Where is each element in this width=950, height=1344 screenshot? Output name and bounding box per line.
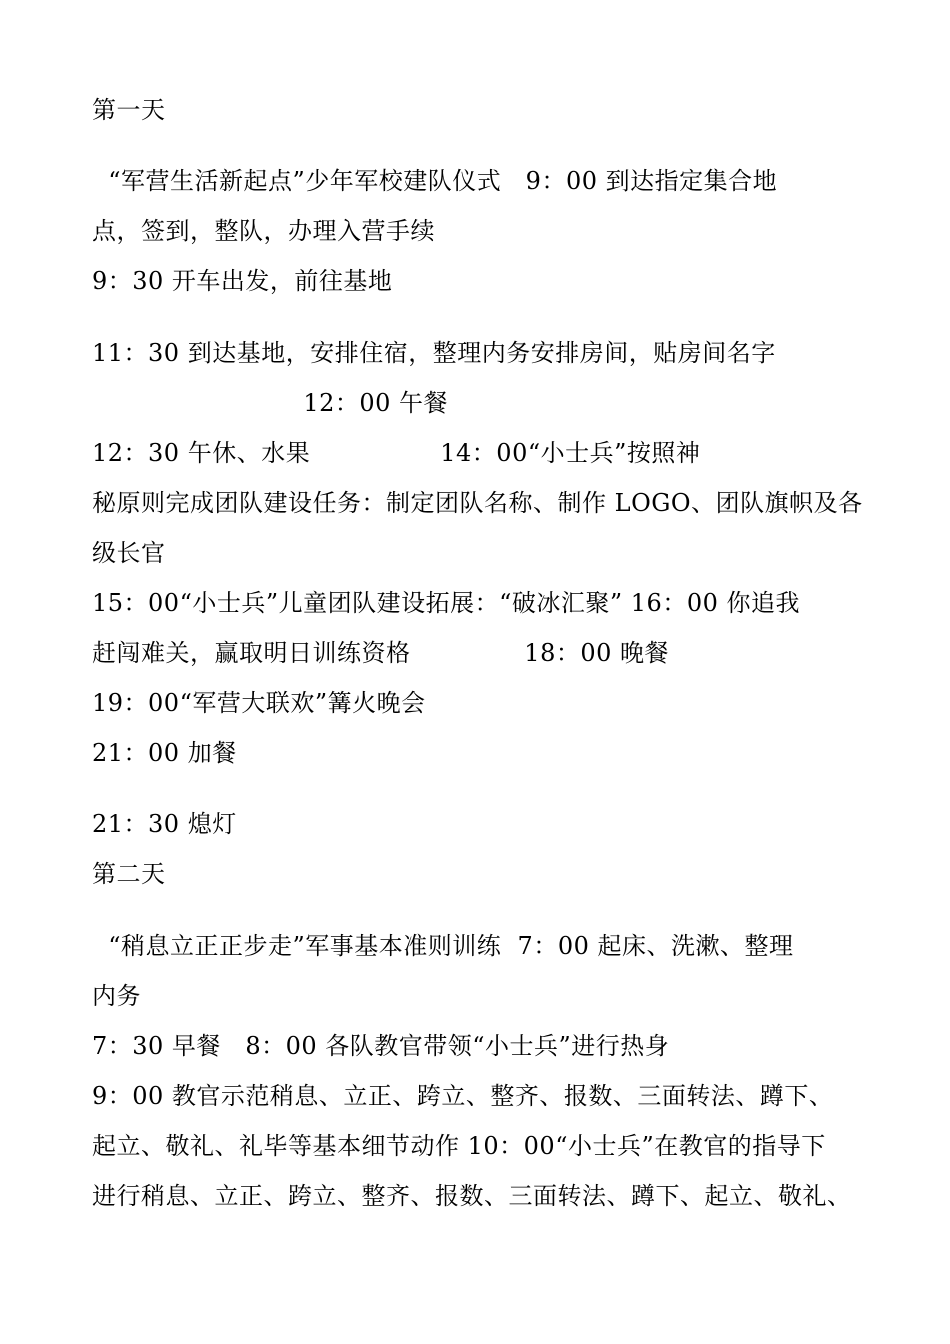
text-line: 点，签到，整队，办理入营手续 [92,217,435,245]
text-line: 级长官 [92,539,166,567]
text-line: 12：00 午餐 [92,389,449,417]
text-line: 21：00 加餐 [92,739,237,767]
text-line: 19：00“军营大联欢”篝火晚会 [92,689,426,717]
text-line: “军营生活新起点”少年军校建队仪式 9：00 到达指定集合地 [92,167,778,195]
day-one-heading: 第一天 [92,96,166,124]
text-line: 15：00“小士兵”儿童团队建设拓展：“破冰汇聚” 16：00 你追我 [92,589,800,617]
text-line: 21：30 熄灯 [92,810,237,838]
text-line: 7：30 早餐 8：00 各队教官带领“小士兵”进行热身 [92,1032,670,1060]
text-line: 进行稍息、立正、跨立、整齐、报数、三面转法、蹲下、起立、敬礼、 [92,1182,852,1210]
text-line: 秘原则完成团队建设任务：制定团队名称、制作 LOGO、团队旗帜及各 [92,489,863,517]
day-two-heading: 第二天 [92,860,166,888]
text-line: 内务 [92,982,141,1010]
text-line: 起立、敬礼、礼毕等基本细节动作 10：00“小士兵”在教官的指导下 [92,1132,826,1160]
text-line: 9：30 开车出发，前往基地 [92,267,393,295]
text-line: “稍息立正正步走”军事基本准则训练 7：00 起床、洗漱、整理 [92,932,794,960]
text-line: 11：30 到达基地，安排住宿，整理内务安排房间，贴房间名字 [92,339,776,367]
text-line: 赶闯难关，赢取明日训练资格 18：00 晚餐 [92,639,670,667]
text-line: 9：00 教官示范稍息、立正、跨立、整齐、报数、三面转法、蹲下、 [92,1082,834,1110]
text-line: 12：30 午休、水果 14：00“小士兵”按照神 [92,439,701,467]
